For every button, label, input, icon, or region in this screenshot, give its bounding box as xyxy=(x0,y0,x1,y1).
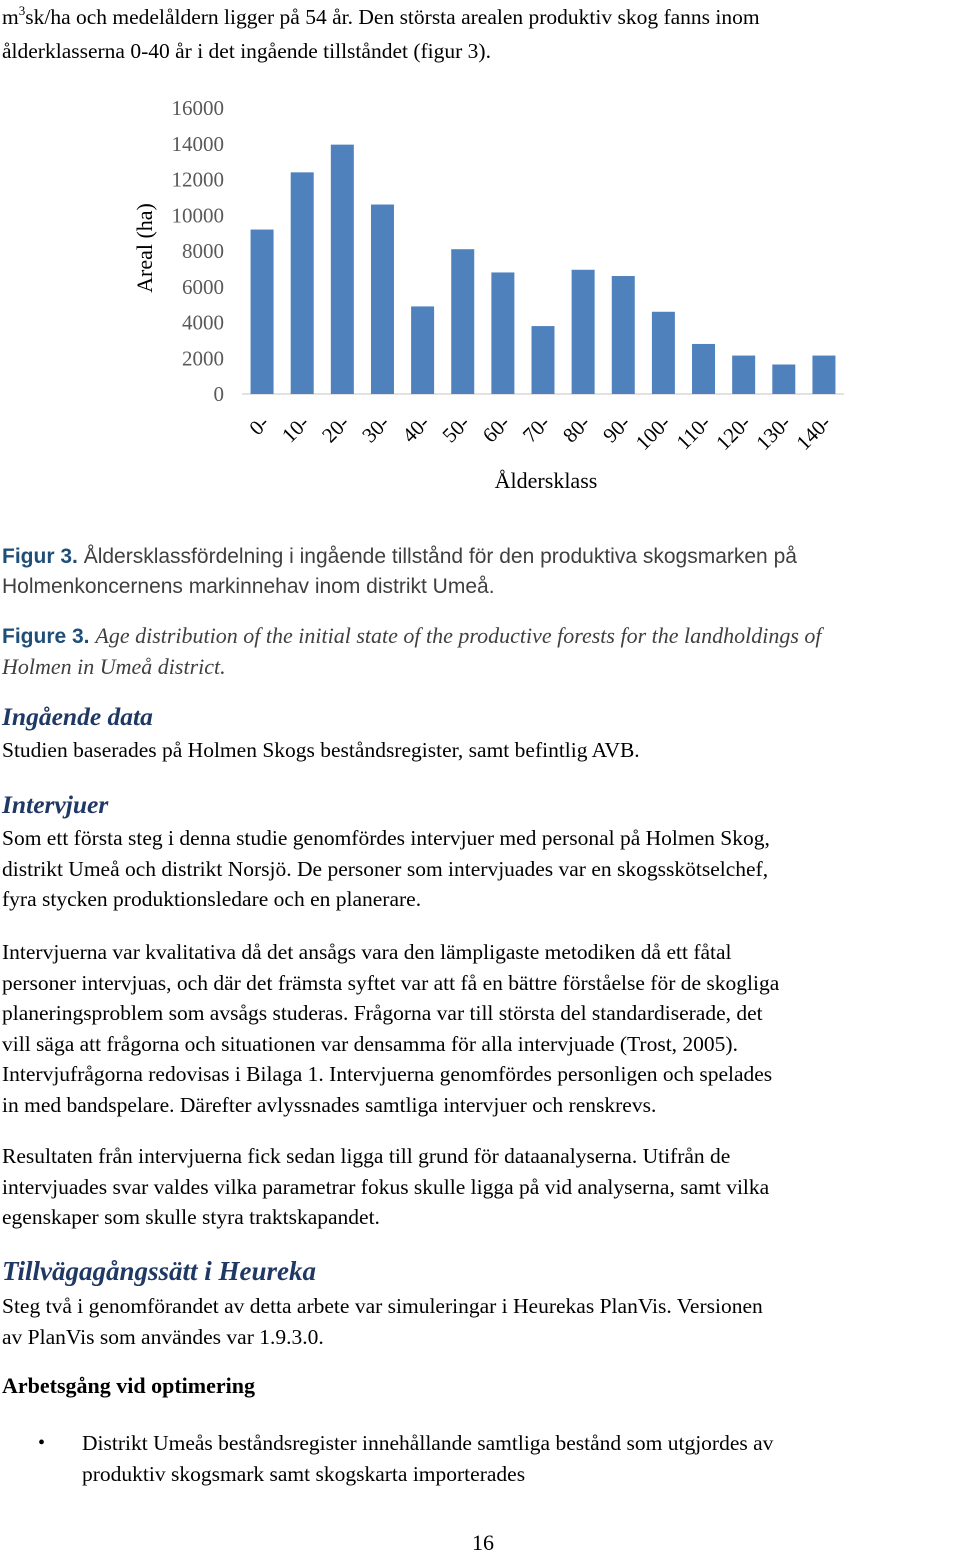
y-tick-label: 6000 xyxy=(182,274,224,299)
category-label: 70- xyxy=(517,410,555,448)
y-tick-label: 16000 xyxy=(171,96,224,120)
bar xyxy=(732,356,755,394)
category-labels xyxy=(244,411,835,455)
intervjuer-paragraph-1: Som ett första steg i denna studie genomfördes intervjuer med personal på Holmen Skog, distrikt Umeå och distrikt Norsjö. De personer som intervjuades var en skogsskötselchef, fyra stycken produktionsledare och en planerare. xyxy=(2,826,770,911)
category-label: 130- xyxy=(751,410,796,455)
category-label: 20- xyxy=(317,410,354,448)
heureka-paragraph: Steg två i genomförandet av detta arbete var simuleringar i Heurekas PlanVis. Versionen av PlanVis som användes var 1.9.3.0. xyxy=(2,1294,763,1349)
y-tick-label: 2000 xyxy=(182,346,224,371)
category-label: 30- xyxy=(357,410,395,448)
x-axis-label: Åldersklass xyxy=(494,468,598,493)
ingaende-text: Studien baserades på Holmen Skogs beståndsregister, samt befintlig AVB. xyxy=(2,738,640,762)
bar xyxy=(772,365,795,394)
intro-paragraph xyxy=(2,2,760,66)
bar xyxy=(532,326,555,394)
caption-sv-label: Figur 3. xyxy=(2,545,78,568)
y-axis-label: Areal (ha) xyxy=(132,203,157,293)
age-class-bar-chart xyxy=(0,80,960,500)
bar xyxy=(652,312,675,394)
bullet-icon: • xyxy=(38,1432,46,1454)
category-label: 100- xyxy=(630,410,675,455)
bar xyxy=(291,172,314,394)
y-tick-label: 4000 xyxy=(182,310,224,335)
page-number: 16 xyxy=(472,1530,494,1555)
caption-en-line-1: Figure 3. Age distribution of the initial state of the productive forests for the landholdings of xyxy=(2,623,822,648)
y-axis-ticks xyxy=(172,96,225,406)
category-label: 80- xyxy=(557,410,595,448)
intervjuer-paragraph-3: Resultaten från intervjuerna fick sedan ligga till grund för dataanalyserna. Utifrån de intervjuades svar valdes vilka parametrar fokus skulle ligga på vid analyserna, samt vilka egenskaper som skulle styra traktskapandet. xyxy=(2,1144,770,1229)
category-label: 140- xyxy=(791,410,836,455)
bar xyxy=(371,205,394,394)
category-label: 120- xyxy=(711,410,756,455)
category-label: 60- xyxy=(477,410,515,448)
category-label: 90- xyxy=(598,410,635,448)
bullet-item-1: Distrikt Umeås beståndsregister innehållande samtliga bestånd som utgjordes av produktiv skogsmark samt skogskarta importerades xyxy=(82,1431,774,1486)
caption-en-label: Figure 3. xyxy=(2,625,90,648)
category-label: 50- xyxy=(437,410,475,448)
bar xyxy=(251,230,274,394)
bar xyxy=(612,276,635,394)
category-label: 40- xyxy=(397,410,435,448)
intervjuer-paragraph-2: Intervjuerna var kvalitativa då det ansågs vara den lämpligaste metodiken då ett fåtal personer intervjuas, och där det främsta syftet var att få en bättre förståelse för de skogliga planeringsproblem som avsågs studeras. Frågorna var till största del standardiserade, det vill säga att frågorna och situationen var densamma för alla intervjuade (Trost, 2005). Intervjufrågorna redovisas i Bilaga 1. Intervjuerna genomfördes personligen och spelades in med bandspelare. Därefter avlyssnades samtliga intervjuer och renskrevs. xyxy=(2,940,780,1117)
category-label: 10- xyxy=(276,410,314,448)
y-tick-label: 8000 xyxy=(182,239,224,263)
caption-sv-line-1: Figur 3. Åldersklassfördelning i ingående tillstånd för den produktiva skogsmarken på xyxy=(2,545,797,568)
heading-intervjuer: Intervjuer xyxy=(2,790,109,819)
bar xyxy=(491,272,514,394)
y-tick-label: 0 xyxy=(213,382,224,406)
bar xyxy=(692,344,715,394)
y-tick-label: 14000 xyxy=(171,131,224,156)
y-tick-label: 12000 xyxy=(171,167,224,192)
caption-sv-line-2: Holmenkoncernens markinnehav inom distrikt Umeå. xyxy=(2,575,495,598)
bar xyxy=(812,356,835,394)
bar xyxy=(411,306,434,394)
heading-heureka: Tillvägagångssätt i Heureka xyxy=(2,1256,317,1286)
figure-caption-en xyxy=(2,621,822,683)
y-tick-label: 10000 xyxy=(171,203,224,228)
category-label: 110- xyxy=(671,410,716,455)
category-label: 0- xyxy=(244,410,274,440)
intro-line-2: ålderklasserna 0-40 år i det ingående tillståndet (figur 3). xyxy=(2,38,491,63)
bar xyxy=(572,270,595,394)
bars xyxy=(251,145,836,394)
intro-line-1: $m^3sk/ha$ och medelåldern ligger på 54 år. Den största arealen produktiv skog fanns inom xyxy=(2,3,760,29)
figure-caption-sv xyxy=(2,542,797,602)
bar xyxy=(331,145,354,394)
bar xyxy=(451,249,474,394)
heading-arbetsgang: Arbetsgång vid optimering xyxy=(2,1373,255,1398)
caption-en-line-2: Holmen in Umeå district. xyxy=(2,654,226,679)
heading-ingaende-data: Ingående data xyxy=(2,702,153,731)
